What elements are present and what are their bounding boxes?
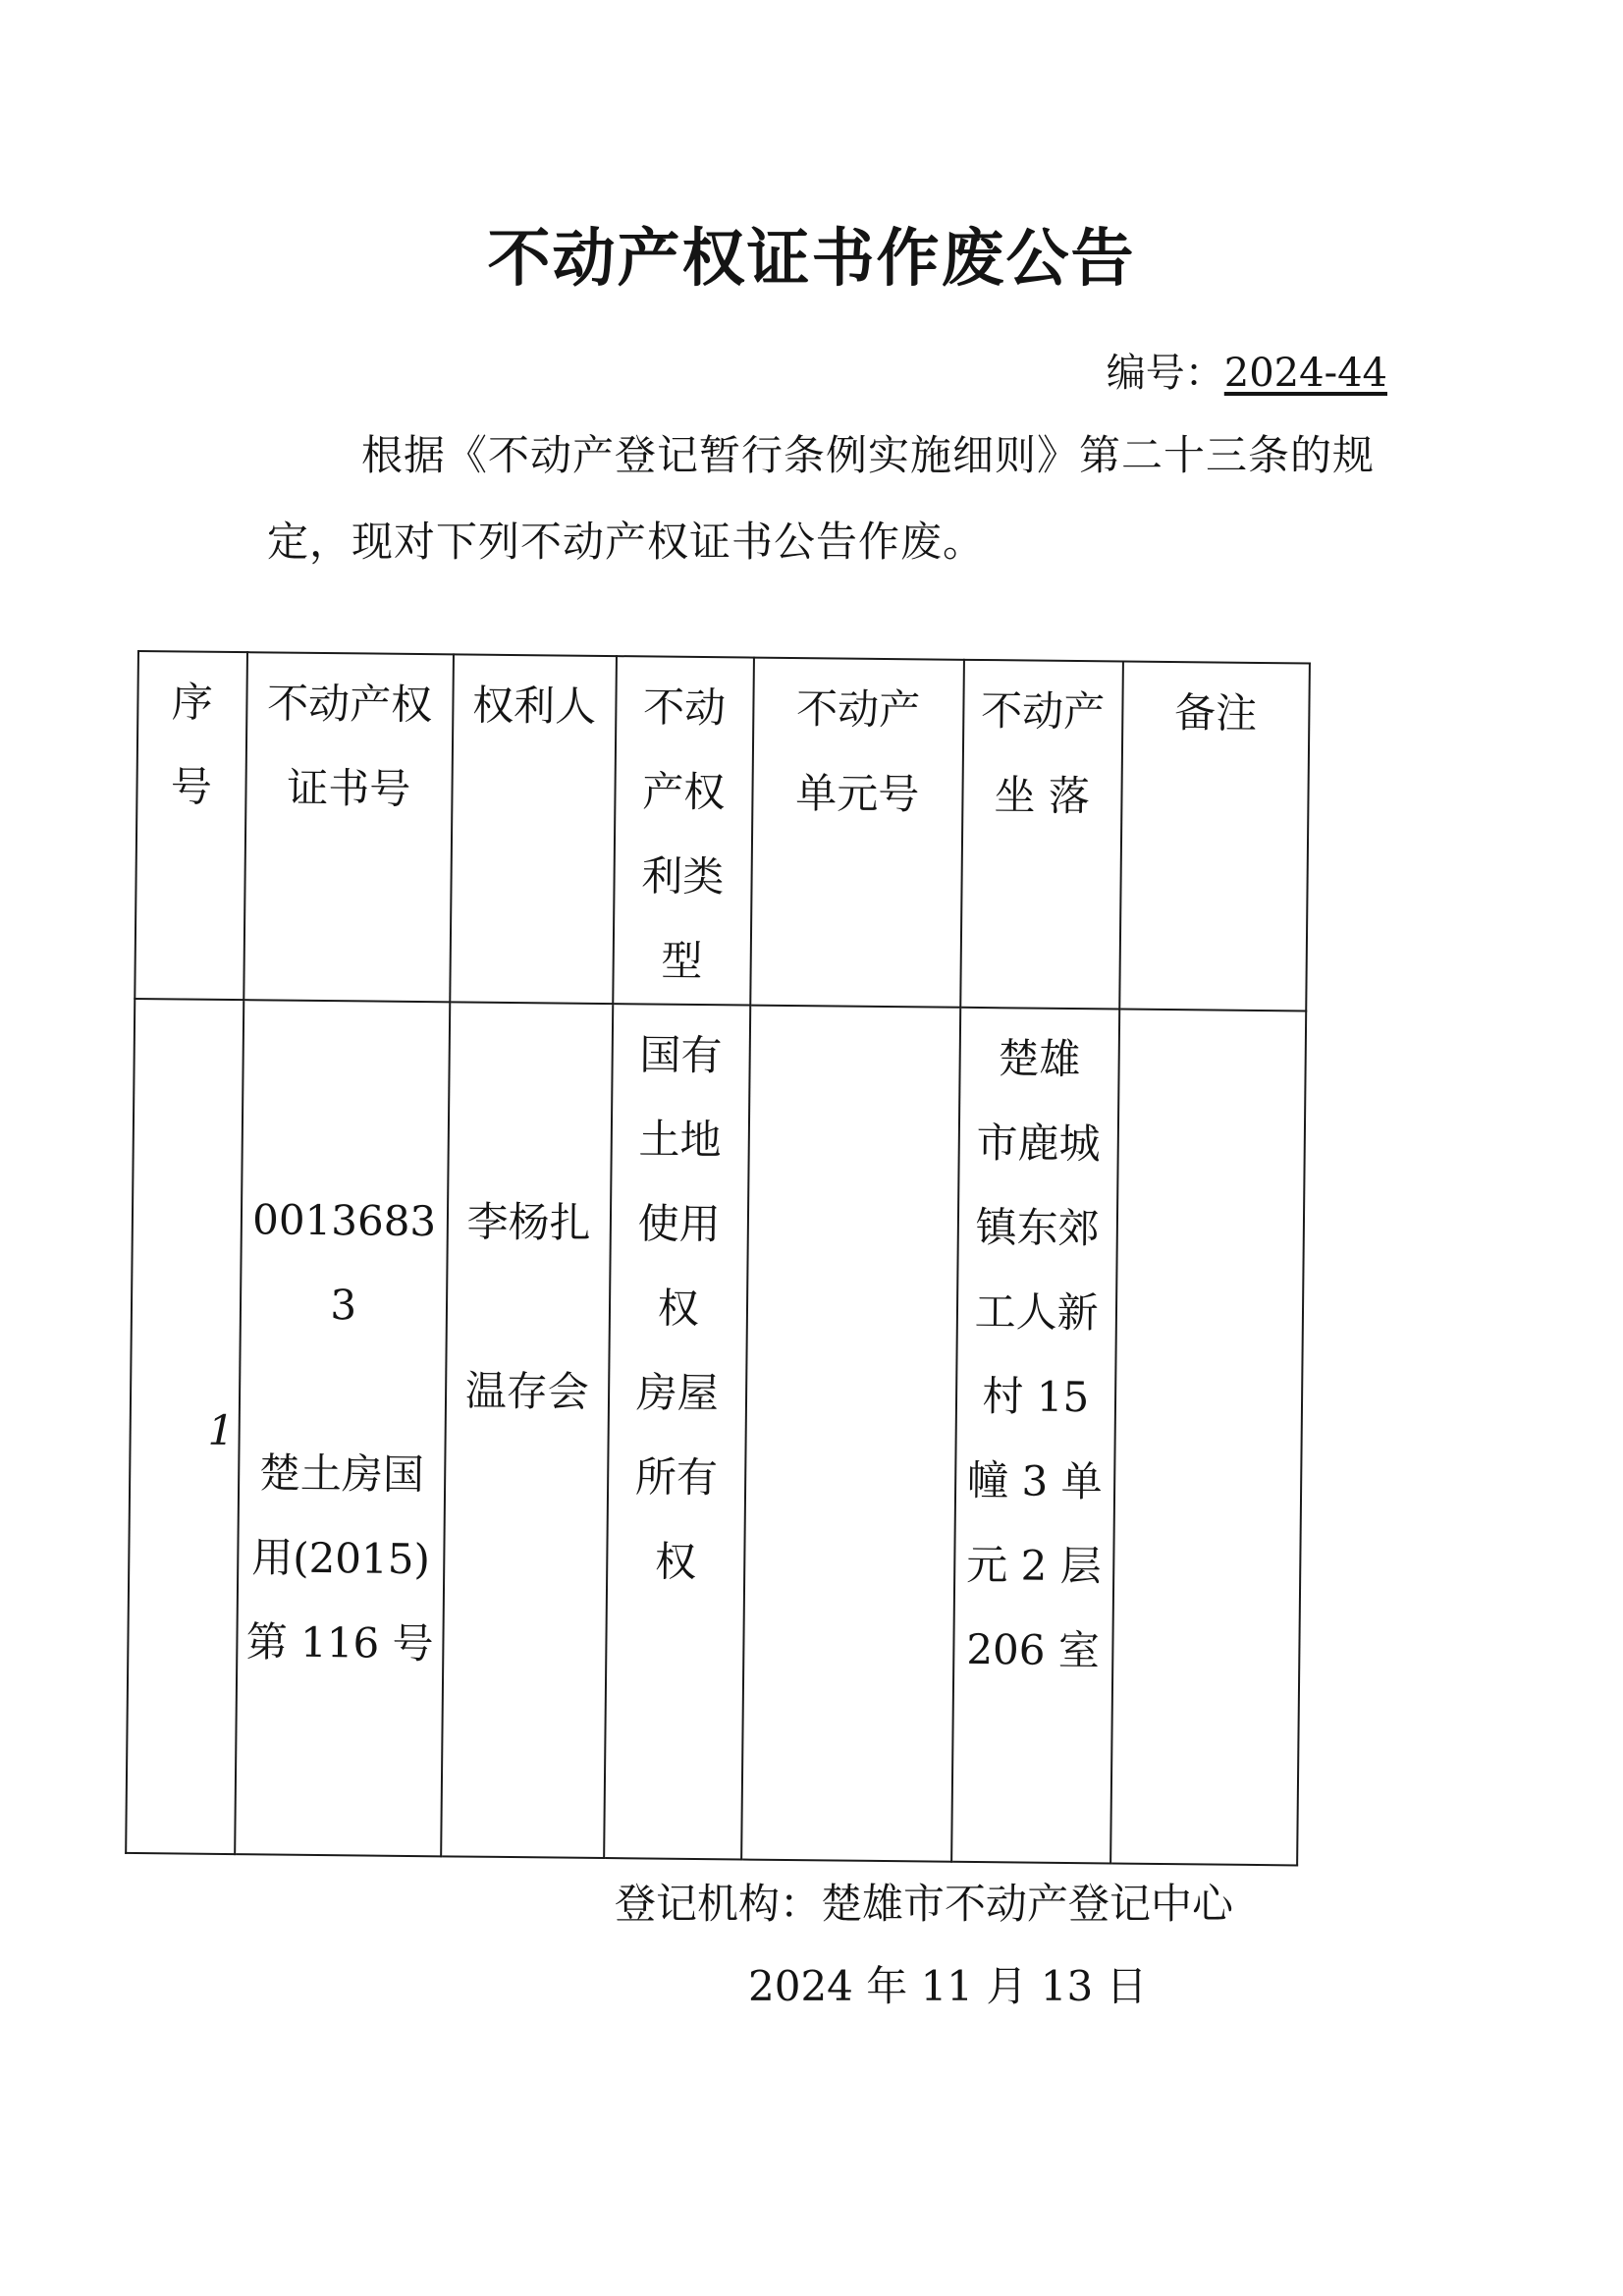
- certificate-table-wrapper: [137, 650, 1311, 1854]
- cell-holder: 李杨扎 温存会: [441, 1002, 613, 1858]
- cell-unit-no: [741, 1006, 960, 1862]
- header-right-type: 不动 产权 利类 型: [613, 656, 754, 1005]
- header-location: 不动产 坐 落: [960, 660, 1123, 1010]
- document-number-value: 2024-44: [1223, 351, 1387, 396]
- document-number-label: 编号：: [1106, 351, 1224, 396]
- header-remarks: 备注: [1119, 662, 1310, 1011]
- header-holder: 权利人: [450, 654, 617, 1004]
- cell-seq: 1: [126, 999, 243, 1854]
- header-cert-no: 不动产权 证书号: [243, 652, 454, 1002]
- certificate-table: [125, 650, 1311, 1866]
- header-seq: 序 号: [135, 651, 246, 1000]
- announcement-date: 2024 年 11 月 13 日: [748, 1962, 1148, 2010]
- cell-remarks: [1110, 1009, 1306, 1865]
- cell-right-type: 国有 土地 使用 权 房屋 所有 权: [604, 1004, 750, 1859]
- cell-cert-no: 00136833 楚土房国 用(2015) 第 116 号: [235, 1000, 450, 1856]
- table-row: [126, 999, 1306, 1865]
- intro-paragraph: 根据《不动产登记暂行条例实施细则》第二十三条的规定，现对下列不动产权证书公告作废。: [267, 431, 1376, 566]
- page-title: 不动产权证书作废公告: [487, 223, 1136, 296]
- registration-organization: 登记机构：楚雄市不动产登记中心: [615, 1880, 1234, 1928]
- table-header-row: [135, 651, 1309, 1011]
- document-number: [1107, 342, 1387, 398]
- cell-location: 楚雄 市鹿城 镇东郊 工人新 村 15 幢 3 单 元 2 层 206 室: [951, 1008, 1119, 1864]
- header-unit-no: 不动产 单元号: [750, 658, 964, 1008]
